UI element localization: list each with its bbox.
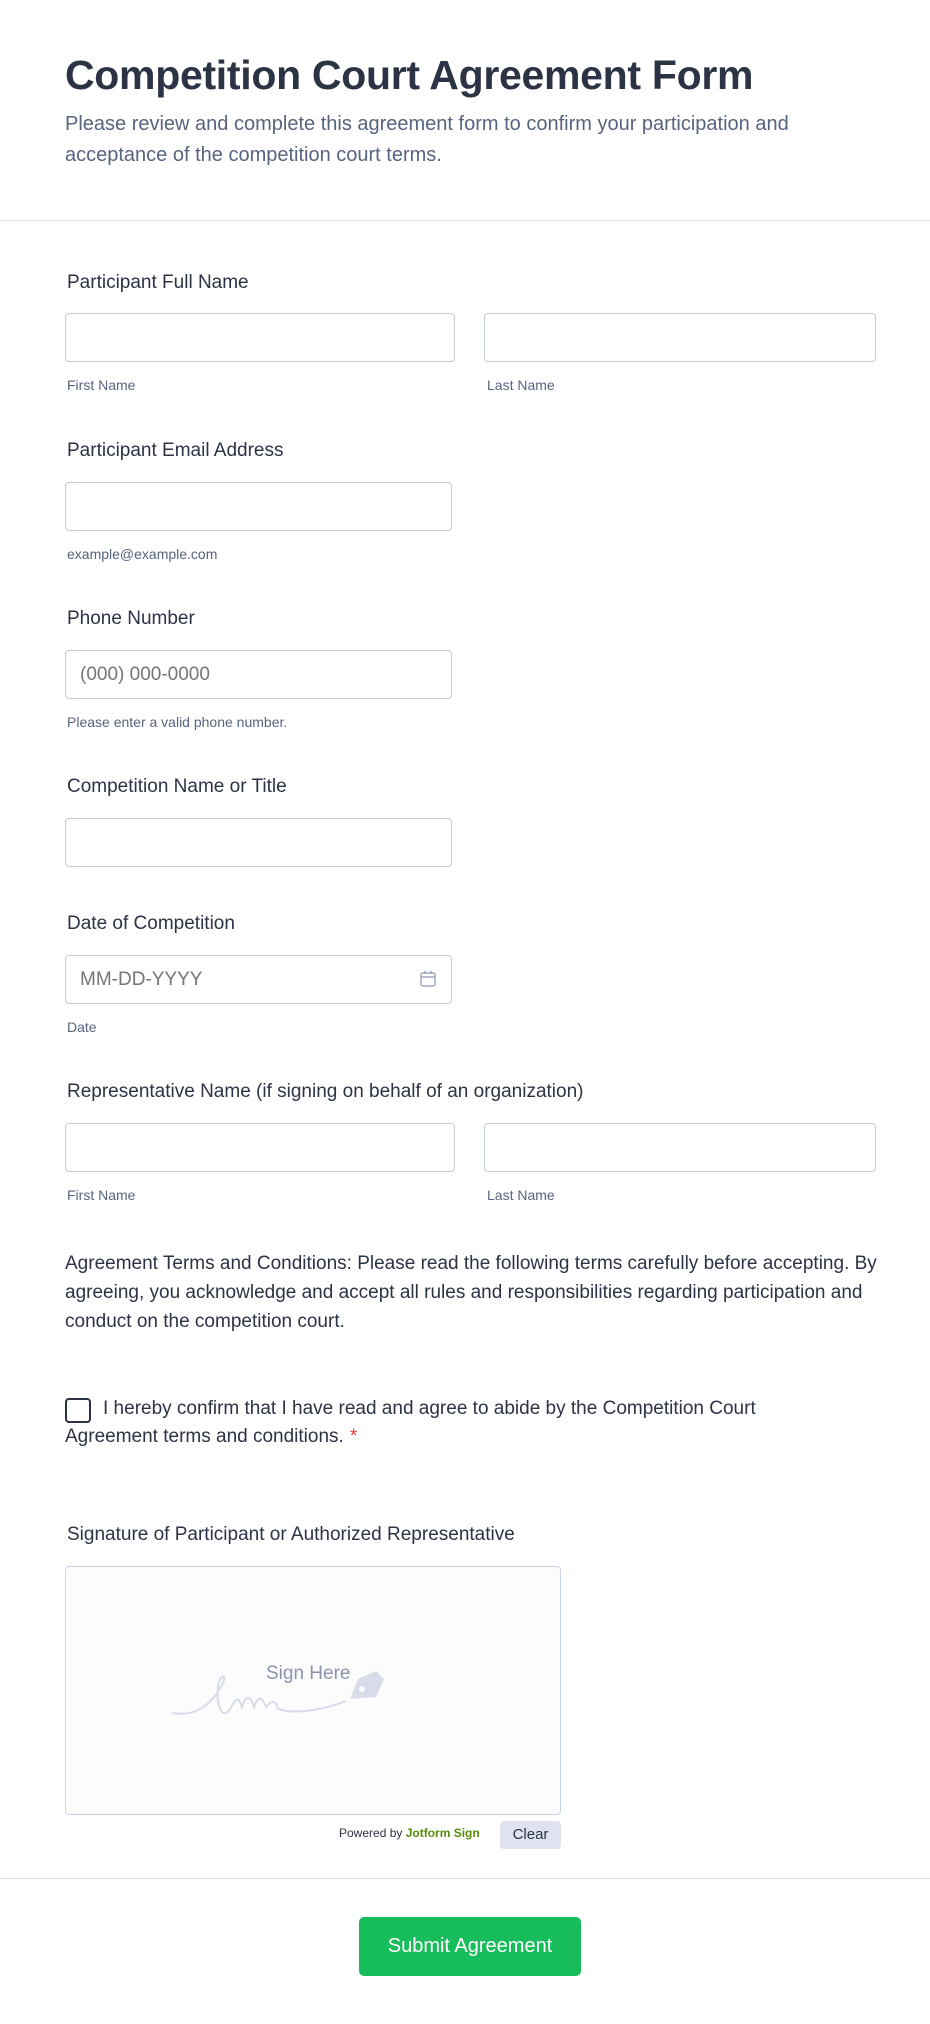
required-mark: * — [349, 1426, 358, 1447]
rep-last-name-sublabel: Last Name — [487, 1187, 555, 1203]
rep-first-name-sublabel: First Name — [67, 1187, 136, 1203]
email-label: Participant Email Address — [67, 440, 284, 461]
email-sublabel: example@example.com — [67, 546, 218, 562]
full-name-label: Participant Full Name — [67, 272, 249, 293]
signature-pen-icon — [166, 1665, 406, 1735]
jotform-sign-brand[interactable]: Jotform Sign — [405, 1826, 480, 1840]
signature-label: Signature of Participant or Authorized Representative — [67, 1524, 515, 1545]
last-name-sublabel: Last Name — [487, 377, 555, 393]
page-subtitle: Please review and complete this agreement form to confirm your participation and acceptance of the competition court terms. — [65, 113, 789, 166]
date-input[interactable] — [65, 955, 452, 1004]
rep-first-name-input[interactable] — [65, 1123, 455, 1172]
agree-text: I hereby confirm that I have read and agree to abide by the Competition Court Agreement terms and conditions. — [65, 1398, 756, 1447]
powered-by-text: Powered by — [339, 1826, 403, 1840]
calendar-icon[interactable] — [419, 970, 437, 988]
date-label: Date of Competition — [67, 913, 235, 934]
terms-text: Agreement Terms and Conditions: Please read the following terms carefully before accepting. By agreeing, you acknowledge and accept all rules and responsibilities regarding participation and conduct on the competition court. — [65, 1253, 877, 1332]
competition-input[interactable] — [65, 818, 452, 867]
signature-pad[interactable] — [65, 1566, 561, 1815]
powered-by — [339, 1826, 480, 1840]
header-divider — [0, 220, 930, 221]
competition-label: Competition Name or Title — [67, 776, 287, 797]
sign-here-placeholder: Sign Here — [266, 1663, 351, 1684]
rep-last-name-input[interactable] — [484, 1123, 876, 1172]
representative-label: Representative Name (if signing on behalf of an organization) — [67, 1081, 584, 1102]
first-name-sublabel: First Name — [67, 377, 136, 393]
footer-divider — [0, 1878, 930, 1879]
phone-input[interactable] — [65, 650, 452, 699]
phone-label: Phone Number — [67, 608, 195, 629]
page-title: Competition Court Agreement Form — [65, 52, 754, 98]
agree-label — [65, 1395, 795, 1451]
last-name-input[interactable] — [484, 313, 876, 362]
email-input[interactable] — [65, 482, 452, 531]
clear-signature-button[interactable]: Clear — [500, 1821, 561, 1849]
submit-button[interactable]: Submit Agreement — [359, 1917, 581, 1976]
phone-hint: Please enter a valid phone number. — [67, 714, 288, 730]
date-sublabel: Date — [67, 1019, 97, 1035]
first-name-input[interactable] — [65, 313, 455, 362]
